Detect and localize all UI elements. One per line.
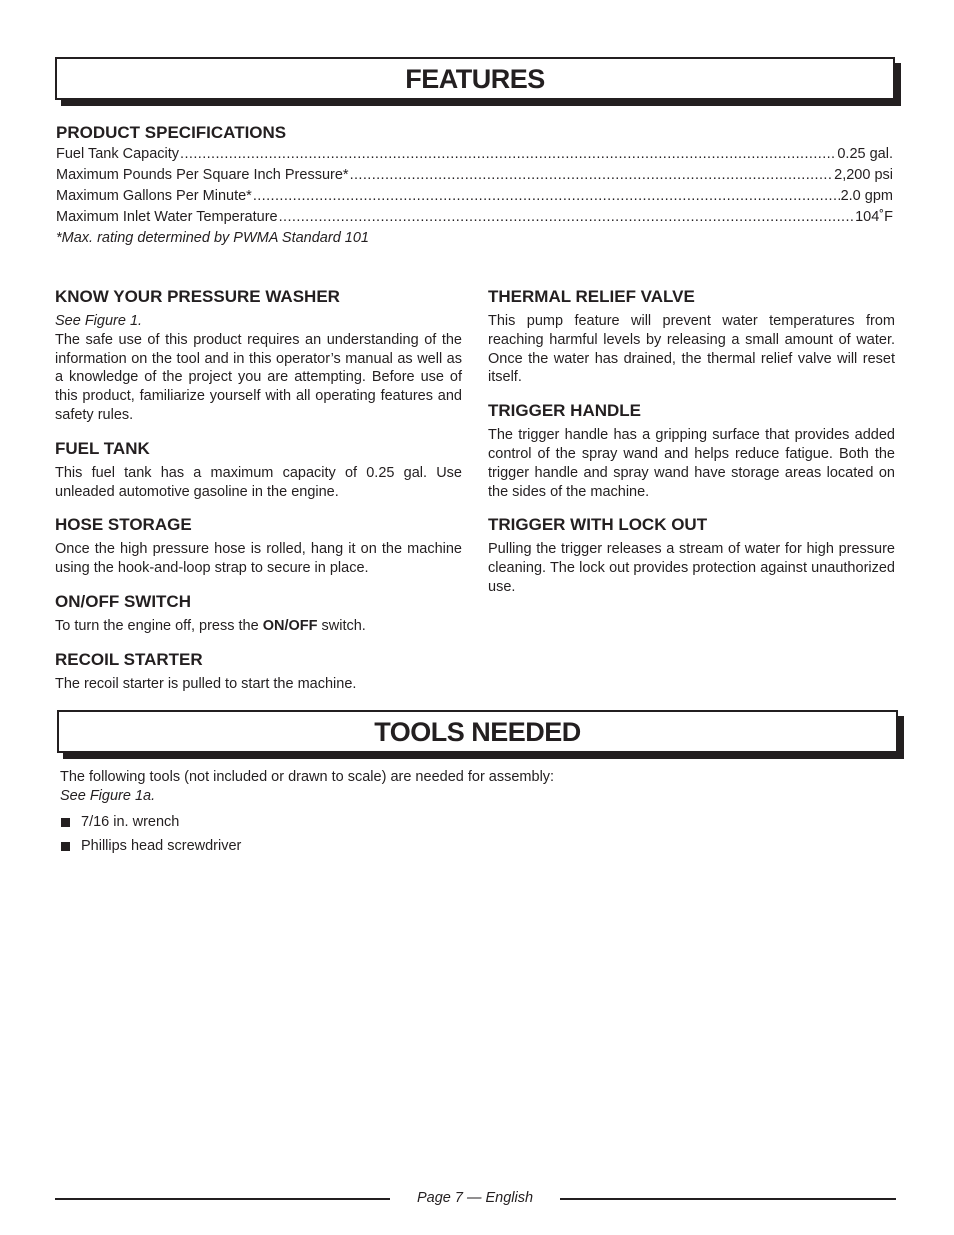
section-heading: TRIGGER HANDLE xyxy=(488,401,641,421)
hose-storage-section xyxy=(55,515,462,578)
section-body: The trigger handle has a gripping surface that provides added control of the spray wand and helps reduce fatigue. Both the trigger handle and spray wand have storage areas located on the sides of the machine. xyxy=(488,427,895,500)
section-heading: FUEL TANK xyxy=(55,438,150,458)
section-heading: TRIGGER WITH LOCK OUT xyxy=(488,515,708,535)
dot-leader xyxy=(350,165,834,186)
spec-row xyxy=(56,207,893,228)
spec-row xyxy=(56,186,893,207)
on-off-term: ON/OFF xyxy=(262,617,318,634)
section-body: To turn the engine off, press the ON/OFF switch. xyxy=(55,617,366,634)
spec-label: Maximum Pounds Per Square Inch Pressure* xyxy=(56,167,349,183)
page-number: Page 7 — English xyxy=(416,1190,534,1206)
spec-row xyxy=(56,165,893,186)
dot-leader xyxy=(180,144,836,165)
spec-footnote: *Max. rating determined by PWMA Standard 101 xyxy=(56,230,369,246)
dot-leader xyxy=(253,186,840,207)
thermal-relief-valve-section xyxy=(488,287,895,387)
tools-needed-banner xyxy=(57,710,898,753)
tools-list xyxy=(60,810,860,858)
features-banner xyxy=(55,57,895,100)
section-body: The recoil starter is pulled to start the machine. xyxy=(55,675,357,692)
tool-label: 7/16 in. wrench xyxy=(81,813,180,830)
spec-value: 0.25 gal. xyxy=(837,146,893,162)
section-body: This pump feature will prevent water temperatures from reaching harmful levels by releasing a small amount of water. Once the water has drained, the thermal relief valve will reset itself. xyxy=(488,313,895,386)
spec-label: Maximum Gallons Per Minute* xyxy=(56,188,252,204)
left-column xyxy=(55,287,462,708)
fuel-tank-section xyxy=(55,439,462,502)
square-bullet-icon xyxy=(61,842,70,851)
section-heading: HOSE STORAGE xyxy=(55,515,192,535)
section-heading: ON/OFF SWITCH xyxy=(55,591,191,611)
tools-intro: The following tools (not included or drawn to scale) are needed for assembly: xyxy=(60,769,555,785)
footer-rule-right xyxy=(560,1198,896,1200)
footer-rule-left xyxy=(55,1198,390,1200)
know-your-pressure-washer-section xyxy=(55,287,462,425)
on-off-switch-section xyxy=(55,592,462,636)
page-footer xyxy=(55,1187,896,1209)
section-heading: RECOIL STARTER xyxy=(55,649,203,669)
product-specifications-heading: PRODUCT SPECIFICATIONS xyxy=(56,123,287,142)
recoil-starter-section xyxy=(55,650,462,694)
right-column xyxy=(488,287,895,611)
tools-needed-title: TOOLS NEEDED xyxy=(374,717,581,747)
spec-row xyxy=(56,144,893,165)
tools-needed-section xyxy=(60,768,860,858)
section-body: This fuel tank has a maximum capacity of 0.25 gal. Use unleaded automotive gasoline in the engine. xyxy=(55,464,462,500)
list-item xyxy=(60,810,860,834)
list-item xyxy=(60,834,860,858)
section-heading: KNOW YOUR PRESSURE WASHER xyxy=(55,287,340,306)
dot-leader xyxy=(279,207,855,228)
figure-reference: See Figure 1a. xyxy=(60,788,156,804)
section-heading: THERMAL RELIEF VALVE xyxy=(488,287,695,306)
section-body: Once the high pressure hose is rolled, hang it on the machine using the hook-and-loop strap to secure in place. xyxy=(55,541,462,577)
spec-label: Maximum Inlet Water Temperature xyxy=(56,209,278,225)
section-body: The safe use of this product requires an understanding of the information on the tool and in this operator’s manual as well as a knowledge of the project you are attempting. Before use of this product, familiarize yourself with all operating features and safety rules. xyxy=(55,331,462,423)
figure-reference: See Figure 1. xyxy=(55,313,143,329)
trigger-handle-section xyxy=(488,401,895,501)
tool-label: Phillips head screwdriver xyxy=(81,837,242,854)
trigger-with-lock-out-section xyxy=(488,515,895,596)
section-body: Pulling the trigger releases a stream of water for high pressure cleaning. The lock out provides protection against unauthorized use. xyxy=(488,541,895,595)
spec-value: 2.0 gpm xyxy=(840,188,893,204)
features-title: FEATURES xyxy=(405,64,545,94)
spec-value: 104˚F xyxy=(855,209,893,225)
square-bullet-icon xyxy=(61,818,70,827)
spec-value: 2,200 psi xyxy=(834,167,893,183)
spec-label: Fuel Tank Capacity xyxy=(56,146,180,162)
product-specifications-list xyxy=(56,144,893,249)
